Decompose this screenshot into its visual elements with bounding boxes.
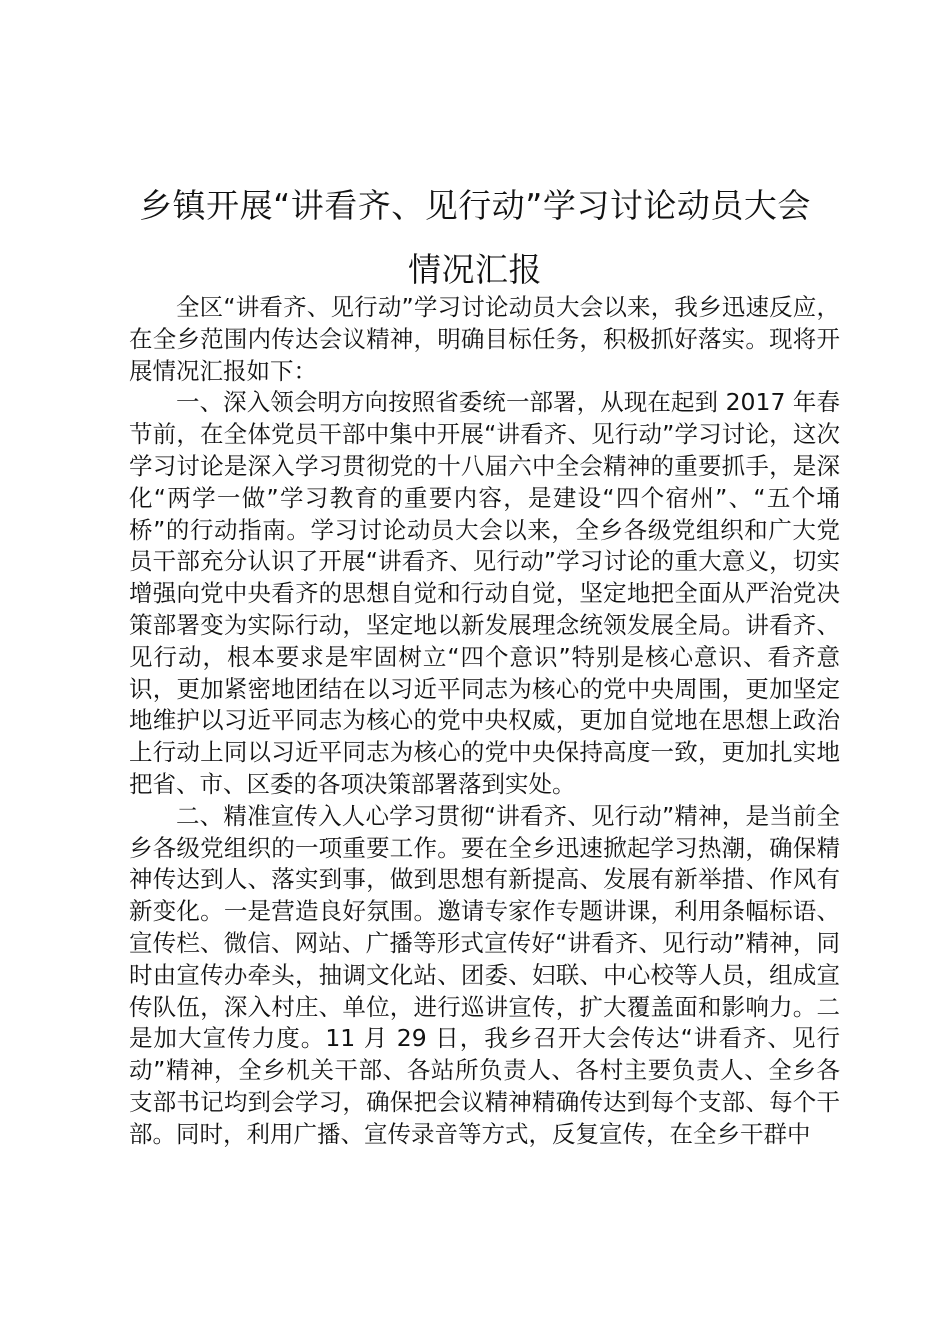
paragraph-section-1: 一、深入领会明方向按照省委统一部署，从现在起到 2017 年春节前，在全体党员干部中集中开展“讲看齐、见行动”学习讨论，这次学习讨论是深入学习贯彻党的十八届六中全会精神的重要抓手，是深化“两学一做”学习教育的重要内容，是建设“四个宿州”、“五个埇桥”的行动指南。学习讨论动员大会以来，全乡各级党组织和广大党员干部充分认识了开展“讲看齐、见行动”学习讨论的重大意义，切实增强向党中央看齐的思想自觉和行动自觉，坚定地把全面从严治党决策部署变为实际行动，坚定地以新发展理念统领发展全局。讲看齐、见行动，根本要求是牢固树立“四个意识”特别是核心意识、看齐意识，更加紧密地团结在以习近平同志为核心的党中央周围，更加坚定地维护以习近平同志为核心的党中央权威，更加自觉地在思想上政治上行动上同以习近平同志为核心的党中央保持高度一致，更加扎实地把省、市、区委的各项决策部署落到实处。 bbox=[129, 388, 840, 798]
document-title-line-2: 情况汇报 bbox=[408, 250, 542, 289]
paragraph-section-2: 二、精准宣传入人心学习贯彻“讲看齐、见行动”精神，是当前全乡各级党组织的一项重要工作。要在全乡迅速掀起学习热潮，确保精神传达到人、落实到事，做到思想有新提高、发展有新举措、作风有新变化。一是营造良好氛围。邀请专家作专题讲课，利用条幅标语、宣传栏、微信、网站、广播等形式宣传好“讲看齐、见行动”精神，同时由宣传办牵头，抽调文化站、团委、妇联、中心校等人员，组成宣传队伍，深入村庄、单位，进行巡讲宣传，扩大覆盖面和影响力。二是加大宣传力度。11 月 29 日，我乡召开大会传达“讲看齐、见行动”精神，全乡机关干部、各站所负责人、各村主要负责人、全乡各支部书记均到会学习，确保把会议精神精确传达到每个支部、每个干部。同时，利用广播、宣传录音等方式，反复宣传，在全乡干群中 bbox=[129, 801, 840, 1148]
document-title-line-1: 乡镇开展“讲看齐、见行动”学习讨论动员大会 bbox=[139, 186, 811, 225]
document-body bbox=[129, 292, 840, 1151]
paragraph-intro: 全区“讲看齐、见行动”学习讨论动员大会以来，我乡迅速反应，在全乡范围内传达会议精神，明确目标任务，积极抓好落实。现将开展情况汇报如下： bbox=[129, 293, 840, 385]
